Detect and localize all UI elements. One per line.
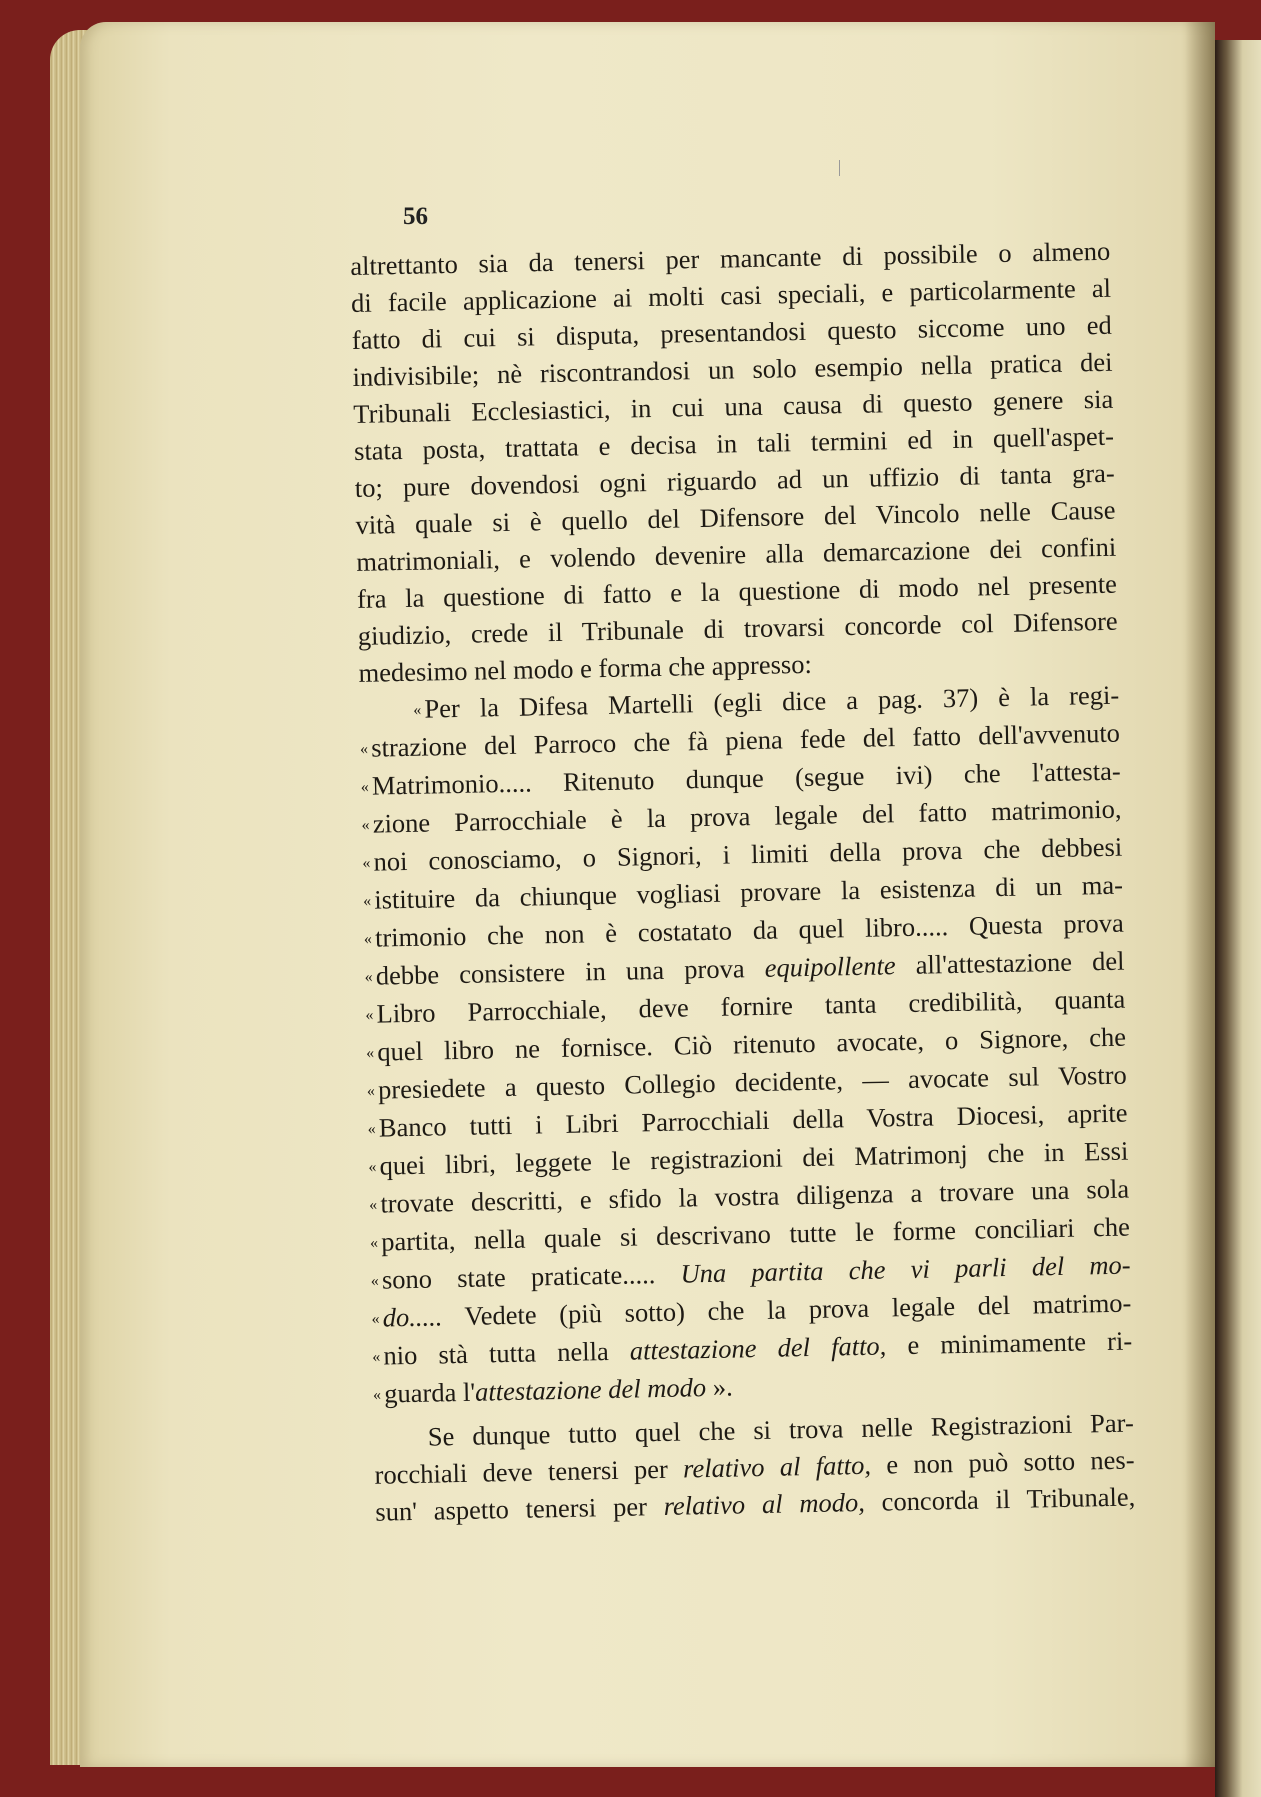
text-line: giudizio, crede il Tribunale di trovarsi concorde col Difensore [357, 605, 1118, 651]
text-line: vità quale si è quello del Difensore del Vincolo nelle Cause [355, 494, 1116, 540]
quote-text: partita, nella quale si descrivano tutte le forme conciliari che [380, 1211, 1131, 1257]
quote-text: Banco tutti i Libri Parrocchiali della Vostra Diocesi, aprite [378, 1097, 1128, 1143]
quote-text: trimonio che non è costatato da quel libro..... Questa prova [374, 907, 1124, 953]
italic-phrase: relativo al fatto, [682, 1449, 872, 1484]
quote-text: nio stà tutta nella [383, 1336, 610, 1371]
quote-text: debbe consistere in una prova [375, 953, 745, 991]
text-line: indivisibile; nè riscontrandosi un solo esempio nella pratica dei [352, 346, 1113, 392]
text-line: fra la questione di fatto e la questione di modo nel presente [356, 568, 1118, 614]
quote-text: quel libro ne fornisce. Ciò ritenuto avocate, o Signore, che [377, 1021, 1127, 1067]
quote-text: Vedete (più sotto) che la prova legale del matrimo- [464, 1287, 1132, 1331]
quote-text: strazione del Parroco che fà piena fede del fatto dell'avvenuto [370, 717, 1121, 763]
italic-phrase: attestazione del fatto, [629, 1330, 887, 1366]
quote-text: e minimamente ri- [907, 1325, 1133, 1361]
text-line: altrettanto sia da tenersi per mancante di possibile o almeno [350, 235, 1111, 281]
quote-text: Matrimonio..... Ritenuto dunque (segue ivi) che l'attesta- [371, 755, 1121, 801]
quote-text: quei libri, leggete le registrazioni dei Matrimonj che in Essi [379, 1135, 1129, 1181]
text-line: stata posta, trattata e decisa in tali termini ed in quell'aspet- [353, 420, 1115, 466]
quote-text: zione Parrocchiale è la prova legale del fatto matrimonio, [372, 793, 1122, 839]
facing-page-edge [1215, 40, 1261, 1797]
quote-text: Per la Difesa Martelli (egli dice a pag. 37) è la regi- [424, 679, 1120, 724]
text-line: di facile applicazione ai molti casi speciali, e particolarmente al [350, 272, 1112, 318]
quote-text: presiedete a questo Collegio decidente, — avocate sul Vostro [377, 1059, 1128, 1105]
quote-text: ». [712, 1371, 733, 1402]
quote-text: all'attestazione del [915, 945, 1125, 980]
text-segment: concorda il Tribunale, [881, 1481, 1136, 1517]
page-mark [839, 160, 840, 176]
italic-phrase: do..... [382, 1301, 443, 1333]
text-segment: rocchiali deve tenersi per [374, 1453, 669, 1490]
quote-text: guarda l' [383, 1376, 476, 1409]
text-line: medesimo nel modo e forma che appresso: [358, 648, 813, 688]
page-number: 56 [403, 203, 428, 230]
quote-text: trovate descritti, e sfido la vostra diligenza a trovare una sola [380, 1173, 1130, 1219]
italic-phrase: relativo al modo, [663, 1486, 866, 1521]
italic-phrase: Una partita che vi parli del mo- [680, 1249, 1131, 1289]
text-segment: sun' aspetto tenersi per [375, 1491, 648, 1527]
italic-phrase: attestazione del modo [474, 1372, 707, 1407]
text-line: Tribunali Ecclesiastici, in cui una causa di questo genere sia [353, 383, 1114, 429]
body-text [350, 233, 1136, 1531]
italic-word: equipollente [764, 950, 896, 983]
quote-text: istituire da chiunque vogliasi provare la esistenza di un ma- [373, 869, 1124, 915]
text-segment: Se dunque tutto quel che si trova nelle Registrazioni Par- [427, 1407, 1135, 1452]
text-line: matrimoniali, e volendo devenire alla demarcazione dei confini [356, 531, 1117, 577]
quote-text: Libro Parrocchiale, deve fornire tanta credibilità, quanta [376, 983, 1126, 1029]
text-line: to; pure dovendosi ogni riguardo ad un uffizio di tanta gra- [354, 457, 1115, 503]
text-line: fatto di cui si disputa, presentandosi questo siccome uno ed [351, 309, 1112, 355]
gutter-shadow [1185, 22, 1215, 1767]
text-segment: e non può sotto nes- [885, 1444, 1135, 1480]
quote-text: sono state praticate..... [381, 1259, 656, 1295]
quote-text: noi conosciamo, o Signori, i limiti della prova che debbesi [373, 831, 1123, 877]
